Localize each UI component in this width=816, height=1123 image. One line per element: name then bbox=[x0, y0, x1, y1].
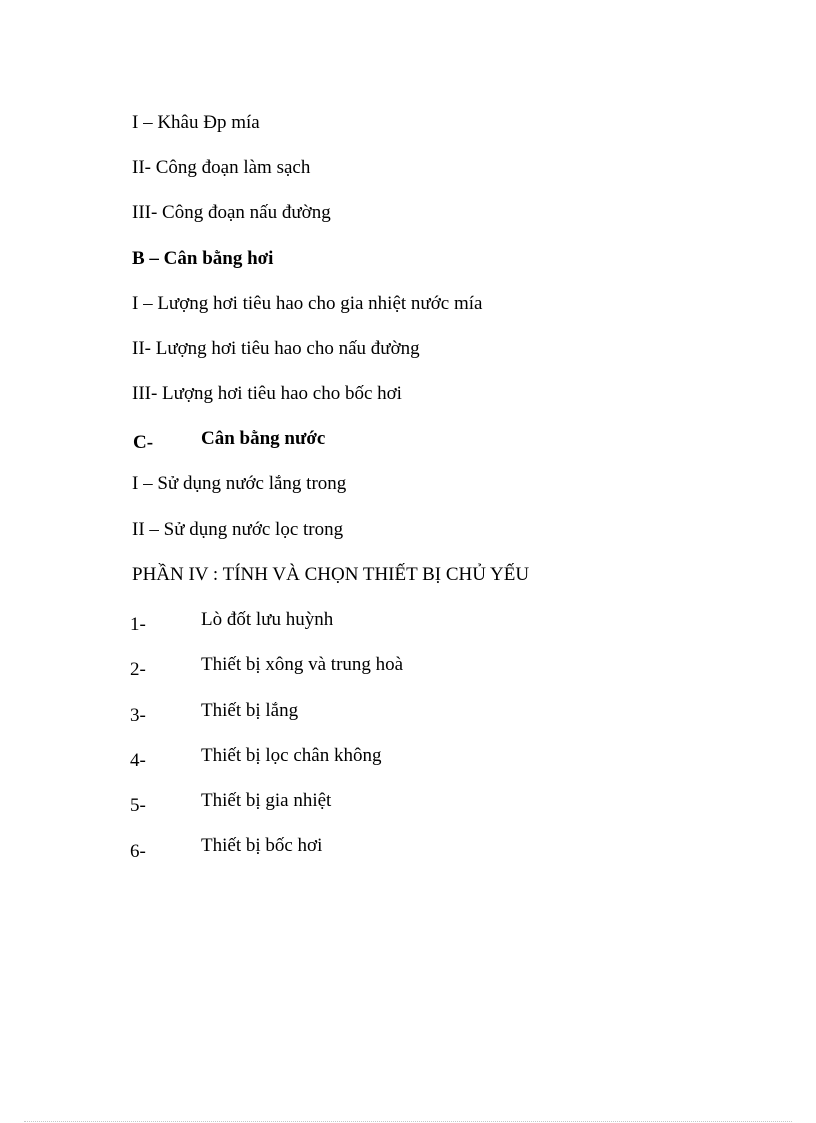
part-iv-item-6-number: 6- bbox=[130, 841, 146, 862]
part-iv-item-4-number: 4- bbox=[130, 750, 146, 771]
part-iv-item-2-text: Thiết bị xông và trung hoà bbox=[201, 654, 404, 675]
part-iv-item-3-number: 3- bbox=[130, 705, 146, 726]
part-iv-item-5-number: 5- bbox=[130, 795, 146, 816]
section-b-item-2: II- Lượng hơi tiêu hao cho nấu đường bbox=[132, 338, 420, 359]
part-iv-item-2-number: 2- bbox=[130, 659, 146, 680]
part-iv-item-4-text: Thiết bị lọc chân không bbox=[201, 745, 382, 766]
section-b-heading: B – Cân bằng hơi bbox=[132, 248, 274, 269]
page-bottom-divider bbox=[24, 1121, 792, 1122]
part-iv-item-3-text: Thiết bị lắng bbox=[201, 700, 299, 721]
section-c-label: C- bbox=[133, 432, 154, 453]
part-iv-item-1-text: Lò đốt lưu huỳnh bbox=[201, 609, 334, 630]
section-b-item-3: III- Lượng hơi tiêu hao cho bốc hơi bbox=[132, 383, 402, 404]
section-a-item-3: III- Công đoạn nấu đường bbox=[132, 202, 331, 223]
section-b-item-1: I – Lượng hơi tiêu hao cho gia nhiệt nước mía bbox=[132, 293, 483, 314]
section-c-heading: Cân bằng nước bbox=[201, 428, 326, 449]
section-a-item-2: II- Công đoạn làm sạch bbox=[132, 157, 311, 178]
section-c-item-1: I – Sử dụng nước lắng trong bbox=[132, 473, 347, 494]
part-iv-item-6-text: Thiết bị bốc hơi bbox=[201, 835, 323, 856]
part-iv-item-1-number: 1- bbox=[130, 614, 146, 635]
section-c-item-2: II – Sử dụng nước lọc trong bbox=[132, 519, 344, 540]
part-iv-heading: PHẦN IV : TÍNH VÀ CHỌN THIẾT BỊ CHỦ YẾU bbox=[132, 564, 530, 585]
part-iv-item-5-text: Thiết bị gia nhiệt bbox=[201, 790, 332, 811]
section-a-item-1: I – Khâu Đp mía bbox=[132, 112, 260, 133]
